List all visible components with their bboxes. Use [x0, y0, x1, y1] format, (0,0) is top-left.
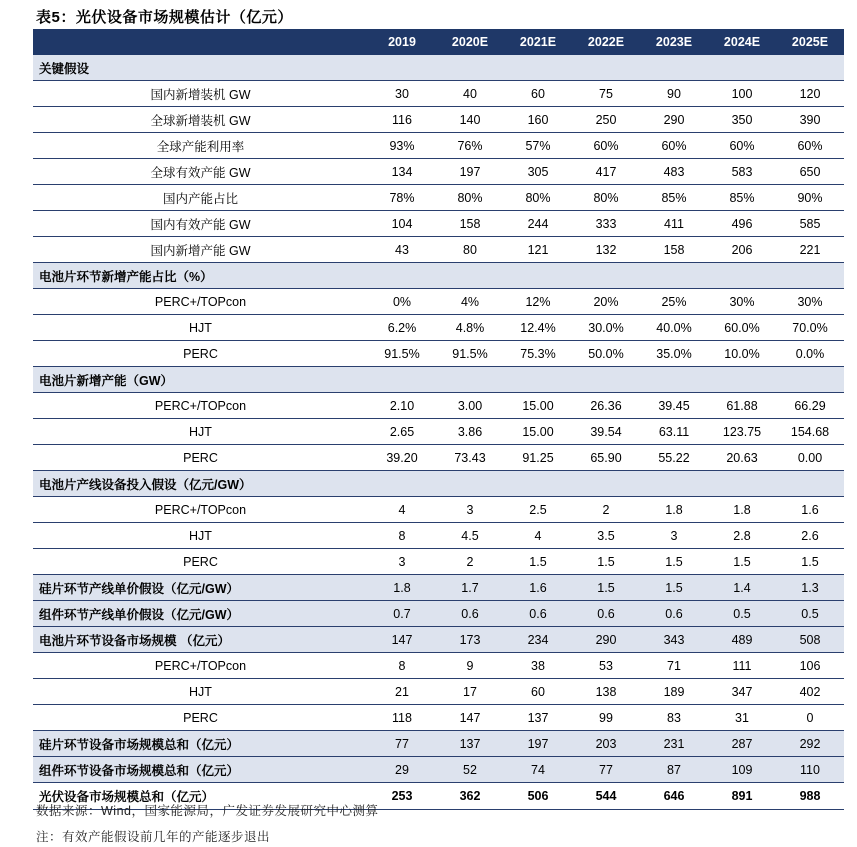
value-cell — [368, 367, 436, 393]
row-label: 组件环节产线单价假设（亿元/GW） — [33, 601, 368, 627]
value-cell: 402 — [776, 679, 844, 705]
value-cell: 80% — [504, 185, 572, 211]
value-cell: 80% — [436, 185, 504, 211]
value-cell: 506 — [504, 783, 572, 810]
value-cell: 3 — [640, 523, 708, 549]
value-cell: 15.00 — [504, 393, 572, 419]
value-cell: 287 — [708, 731, 776, 757]
value-cell: 250 — [572, 107, 640, 133]
row-label: 电池片环节设备市场规模 （亿元） — [33, 627, 368, 653]
value-cell: 30.0% — [572, 315, 640, 341]
value-cell: 12% — [504, 289, 572, 315]
value-cell: 3 — [368, 549, 436, 575]
value-cell: 74 — [504, 757, 572, 783]
row-label: 光伏设备市场规模总和（亿元） — [33, 783, 368, 810]
value-cell — [708, 471, 776, 497]
value-cell: 0.00 — [776, 445, 844, 471]
value-cell: 350 — [708, 107, 776, 133]
value-cell: 15.00 — [504, 419, 572, 445]
value-cell: 244 — [504, 211, 572, 237]
value-cell: 3 — [436, 497, 504, 523]
value-cell: 35.0% — [640, 341, 708, 367]
value-cell: 8 — [368, 653, 436, 679]
value-cell: 60 — [504, 81, 572, 107]
value-cell: 30% — [708, 289, 776, 315]
value-cell: 2.8 — [708, 523, 776, 549]
value-cell — [504, 471, 572, 497]
value-cell: 417 — [572, 159, 640, 185]
value-cell: 0.5 — [708, 601, 776, 627]
value-cell: 4% — [436, 289, 504, 315]
row-label: PERC — [33, 341, 368, 367]
value-cell: 85% — [640, 185, 708, 211]
table-row — [33, 81, 844, 107]
header-cell-year: 2021E — [504, 29, 572, 55]
value-cell: 76% — [436, 133, 504, 159]
footnote: 注：有效产能假设前几年的产能逐步退出 — [36, 830, 271, 844]
value-cell — [572, 367, 640, 393]
table-row — [33, 627, 844, 653]
value-cell: 4.5 — [436, 523, 504, 549]
row-label: 电池片环节新增产能占比（%） — [33, 263, 368, 289]
value-cell — [436, 263, 504, 289]
row-label: 国内新增装机 GW — [33, 81, 368, 107]
value-cell: 411 — [640, 211, 708, 237]
value-cell: 1.4 — [708, 575, 776, 601]
value-cell: 203 — [572, 731, 640, 757]
value-cell: 17 — [436, 679, 504, 705]
value-cell — [436, 55, 504, 81]
value-cell: 60% — [640, 133, 708, 159]
value-cell: 138 — [572, 679, 640, 705]
value-cell: 43 — [368, 237, 436, 263]
value-cell: 390 — [776, 107, 844, 133]
value-cell: 9 — [436, 653, 504, 679]
row-label: 全球产能利用率 — [33, 133, 368, 159]
value-cell: 39.45 — [640, 393, 708, 419]
value-cell: 104 — [368, 211, 436, 237]
value-cell — [436, 471, 504, 497]
value-cell: 253 — [368, 783, 436, 810]
value-cell: 290 — [640, 107, 708, 133]
value-cell: 0.6 — [640, 601, 708, 627]
value-cell: 147 — [368, 627, 436, 653]
value-cell — [640, 263, 708, 289]
table-row — [33, 107, 844, 133]
value-cell: 1.8 — [708, 497, 776, 523]
value-cell: 197 — [504, 731, 572, 757]
value-cell: 508 — [776, 627, 844, 653]
row-label: 电池片新增产能（GW） — [33, 367, 368, 393]
value-cell: 90 — [640, 81, 708, 107]
row-label: PERC+/TOPcon — [33, 289, 368, 315]
value-cell: 65.90 — [572, 445, 640, 471]
row-label: 全球有效产能 GW — [33, 159, 368, 185]
value-cell: 231 — [640, 731, 708, 757]
table-row — [33, 679, 844, 705]
table-row — [33, 211, 844, 237]
value-cell: 197 — [436, 159, 504, 185]
table-body — [33, 55, 844, 810]
value-cell: 78% — [368, 185, 436, 211]
header-cell-year: 2023E — [640, 29, 708, 55]
value-cell: 1.6 — [504, 575, 572, 601]
value-cell: 496 — [708, 211, 776, 237]
value-cell: 2.6 — [776, 523, 844, 549]
value-cell: 891 — [708, 783, 776, 810]
value-cell: 4 — [368, 497, 436, 523]
value-cell: 111 — [708, 653, 776, 679]
value-cell: 40 — [436, 81, 504, 107]
value-cell: 99 — [572, 705, 640, 731]
row-label: 国内新增产能 GW — [33, 237, 368, 263]
value-cell: 29 — [368, 757, 436, 783]
value-cell: 0.5 — [776, 601, 844, 627]
value-cell: 93% — [368, 133, 436, 159]
table-row — [33, 549, 844, 575]
value-cell: 60% — [776, 133, 844, 159]
value-cell — [368, 55, 436, 81]
value-cell: 154.68 — [776, 419, 844, 445]
value-cell: 1.5 — [504, 549, 572, 575]
section-header-row — [33, 55, 844, 81]
header-cell-year: 2022E — [572, 29, 640, 55]
table-row — [33, 133, 844, 159]
value-cell: 140 — [436, 107, 504, 133]
table-row — [33, 315, 844, 341]
value-cell: 1.5 — [640, 575, 708, 601]
section-header-row — [33, 471, 844, 497]
value-cell: 91.25 — [504, 445, 572, 471]
value-cell — [708, 55, 776, 81]
section-header-row — [33, 263, 844, 289]
value-cell: 71 — [640, 653, 708, 679]
row-label: 关键假设 — [33, 55, 368, 81]
table-row — [33, 757, 844, 783]
value-cell: 583 — [708, 159, 776, 185]
value-cell: 38 — [504, 653, 572, 679]
value-cell: 80 — [436, 237, 504, 263]
value-cell: 57% — [504, 133, 572, 159]
value-cell: 132 — [572, 237, 640, 263]
value-cell: 40.0% — [640, 315, 708, 341]
value-cell: 123.75 — [708, 419, 776, 445]
value-cell: 106 — [776, 653, 844, 679]
value-cell — [368, 471, 436, 497]
value-cell: 70.0% — [776, 315, 844, 341]
table-row — [33, 731, 844, 757]
header-cell-year: 2025E — [776, 29, 844, 55]
value-cell: 988 — [776, 783, 844, 810]
row-label: 组件环节设备市场规模总和（亿元） — [33, 757, 368, 783]
value-cell: 2 — [436, 549, 504, 575]
value-cell: 110 — [776, 757, 844, 783]
table-row — [33, 185, 844, 211]
value-cell: 173 — [436, 627, 504, 653]
value-cell — [640, 367, 708, 393]
table-row — [33, 601, 844, 627]
value-cell — [572, 55, 640, 81]
value-cell: 234 — [504, 627, 572, 653]
header-cell-label — [33, 29, 368, 55]
row-label: PERC+/TOPcon — [33, 393, 368, 419]
value-cell: 1.8 — [368, 575, 436, 601]
value-cell — [708, 263, 776, 289]
value-cell: 83 — [640, 705, 708, 731]
value-cell: 0.0% — [776, 341, 844, 367]
value-cell: 646 — [640, 783, 708, 810]
row-label: 国内产能占比 — [33, 185, 368, 211]
value-cell: 85% — [708, 185, 776, 211]
table-title: 表5：光伏设备市场规模估计（亿元） — [36, 9, 293, 26]
row-label: PERC+/TOPcon — [33, 497, 368, 523]
table-row — [33, 419, 844, 445]
value-cell — [504, 55, 572, 81]
table-row — [33, 237, 844, 263]
value-cell: 30 — [368, 81, 436, 107]
value-cell: 87 — [640, 757, 708, 783]
row-label: PERC — [33, 445, 368, 471]
table-row — [33, 289, 844, 315]
value-cell: 20.63 — [708, 445, 776, 471]
value-cell: 189 — [640, 679, 708, 705]
value-cell: 120 — [776, 81, 844, 107]
value-cell: 544 — [572, 783, 640, 810]
value-cell: 21 — [368, 679, 436, 705]
value-cell: 333 — [572, 211, 640, 237]
value-cell: 60% — [572, 133, 640, 159]
value-cell: 116 — [368, 107, 436, 133]
value-cell — [504, 367, 572, 393]
value-cell: 52 — [436, 757, 504, 783]
value-cell: 20% — [572, 289, 640, 315]
table-row — [33, 445, 844, 471]
value-cell: 3.00 — [436, 393, 504, 419]
value-cell: 1.5 — [640, 549, 708, 575]
value-cell: 362 — [436, 783, 504, 810]
value-cell: 4 — [504, 523, 572, 549]
value-cell: 483 — [640, 159, 708, 185]
value-cell — [436, 367, 504, 393]
source-note: 数据来源：Wind，国家能源局，广发证券发展研究中心测算 — [36, 804, 379, 818]
value-cell: 147 — [436, 705, 504, 731]
market-size-table — [33, 29, 844, 810]
row-label: 电池片产线设备投入假设（亿元/GW） — [33, 471, 368, 497]
value-cell: 80% — [572, 185, 640, 211]
row-label: HJT — [33, 679, 368, 705]
value-cell: 39.20 — [368, 445, 436, 471]
value-cell: 75.3% — [504, 341, 572, 367]
value-cell: 137 — [436, 731, 504, 757]
value-cell: 66.29 — [776, 393, 844, 419]
value-cell: 3.5 — [572, 523, 640, 549]
table-row — [33, 523, 844, 549]
table-header-row — [33, 29, 844, 55]
value-cell: 650 — [776, 159, 844, 185]
value-cell: 77 — [572, 757, 640, 783]
value-cell: 39.54 — [572, 419, 640, 445]
value-cell: 10.0% — [708, 341, 776, 367]
value-cell: 1.8 — [640, 497, 708, 523]
value-cell: 12.4% — [504, 315, 572, 341]
table-row — [33, 705, 844, 731]
value-cell: 1.3 — [776, 575, 844, 601]
value-cell: 3.86 — [436, 419, 504, 445]
value-cell: 2.5 — [504, 497, 572, 523]
value-cell: 50.0% — [572, 341, 640, 367]
value-cell: 290 — [572, 627, 640, 653]
value-cell: 343 — [640, 627, 708, 653]
value-cell — [504, 263, 572, 289]
value-cell — [368, 263, 436, 289]
value-cell: 100 — [708, 81, 776, 107]
value-cell: 26.36 — [572, 393, 640, 419]
value-cell: 60.0% — [708, 315, 776, 341]
table-row — [33, 341, 844, 367]
value-cell — [776, 263, 844, 289]
row-label: PERC — [33, 705, 368, 731]
value-cell: 2.10 — [368, 393, 436, 419]
row-label: PERC — [33, 549, 368, 575]
value-cell: 0% — [368, 289, 436, 315]
value-cell: 489 — [708, 627, 776, 653]
section-header-row — [33, 367, 844, 393]
value-cell — [708, 367, 776, 393]
value-cell: 60% — [708, 133, 776, 159]
value-cell: 118 — [368, 705, 436, 731]
value-cell: 158 — [640, 237, 708, 263]
value-cell: 1.7 — [436, 575, 504, 601]
value-cell: 63.11 — [640, 419, 708, 445]
row-label: HJT — [33, 315, 368, 341]
value-cell: 8 — [368, 523, 436, 549]
value-cell: 121 — [504, 237, 572, 263]
value-cell: 109 — [708, 757, 776, 783]
value-cell: 90% — [776, 185, 844, 211]
value-cell: 158 — [436, 211, 504, 237]
header-cell-year: 2019 — [368, 29, 436, 55]
value-cell: 0.6 — [572, 601, 640, 627]
value-cell — [640, 55, 708, 81]
value-cell: 347 — [708, 679, 776, 705]
row-label: 全球新增装机 GW — [33, 107, 368, 133]
value-cell — [776, 471, 844, 497]
value-cell: 55.22 — [640, 445, 708, 471]
row-label: 国内有效产能 GW — [33, 211, 368, 237]
value-cell: 0.6 — [504, 601, 572, 627]
value-cell: 31 — [708, 705, 776, 731]
table-row — [33, 393, 844, 419]
value-cell: 305 — [504, 159, 572, 185]
value-cell: 292 — [776, 731, 844, 757]
row-label: HJT — [33, 523, 368, 549]
value-cell: 1.5 — [572, 575, 640, 601]
value-cell: 206 — [708, 237, 776, 263]
value-cell — [776, 367, 844, 393]
value-cell: 134 — [368, 159, 436, 185]
row-label: 硅片环节设备市场规模总和（亿元） — [33, 731, 368, 757]
value-cell: 0.7 — [368, 601, 436, 627]
value-cell: 61.88 — [708, 393, 776, 419]
header-cell-year: 2020E — [436, 29, 504, 55]
value-cell: 4.8% — [436, 315, 504, 341]
value-cell: 53 — [572, 653, 640, 679]
value-cell: 1.5 — [572, 549, 640, 575]
value-cell: 1.5 — [776, 549, 844, 575]
table-row — [33, 653, 844, 679]
row-label: PERC+/TOPcon — [33, 653, 368, 679]
value-cell: 75 — [572, 81, 640, 107]
value-cell: 137 — [504, 705, 572, 731]
value-cell — [640, 471, 708, 497]
header-cell-year: 2024E — [708, 29, 776, 55]
value-cell: 0 — [776, 705, 844, 731]
value-cell — [572, 471, 640, 497]
value-cell: 6.2% — [368, 315, 436, 341]
value-cell: 1.6 — [776, 497, 844, 523]
table-row — [33, 497, 844, 523]
value-cell: 60 — [504, 679, 572, 705]
table-row — [33, 159, 844, 185]
value-cell: 0.6 — [436, 601, 504, 627]
value-cell — [776, 55, 844, 81]
value-cell: 25% — [640, 289, 708, 315]
value-cell: 2.65 — [368, 419, 436, 445]
value-cell: 585 — [776, 211, 844, 237]
value-cell: 160 — [504, 107, 572, 133]
value-cell: 221 — [776, 237, 844, 263]
value-cell: 30% — [776, 289, 844, 315]
value-cell: 73.43 — [436, 445, 504, 471]
table-row — [33, 575, 844, 601]
value-cell: 77 — [368, 731, 436, 757]
value-cell — [572, 263, 640, 289]
row-label: 硅片环节产线单价假设（亿元/GW） — [33, 575, 368, 601]
value-cell: 2 — [572, 497, 640, 523]
value-cell: 91.5% — [368, 341, 436, 367]
value-cell: 1.5 — [708, 549, 776, 575]
row-label: HJT — [33, 419, 368, 445]
value-cell: 91.5% — [436, 341, 504, 367]
